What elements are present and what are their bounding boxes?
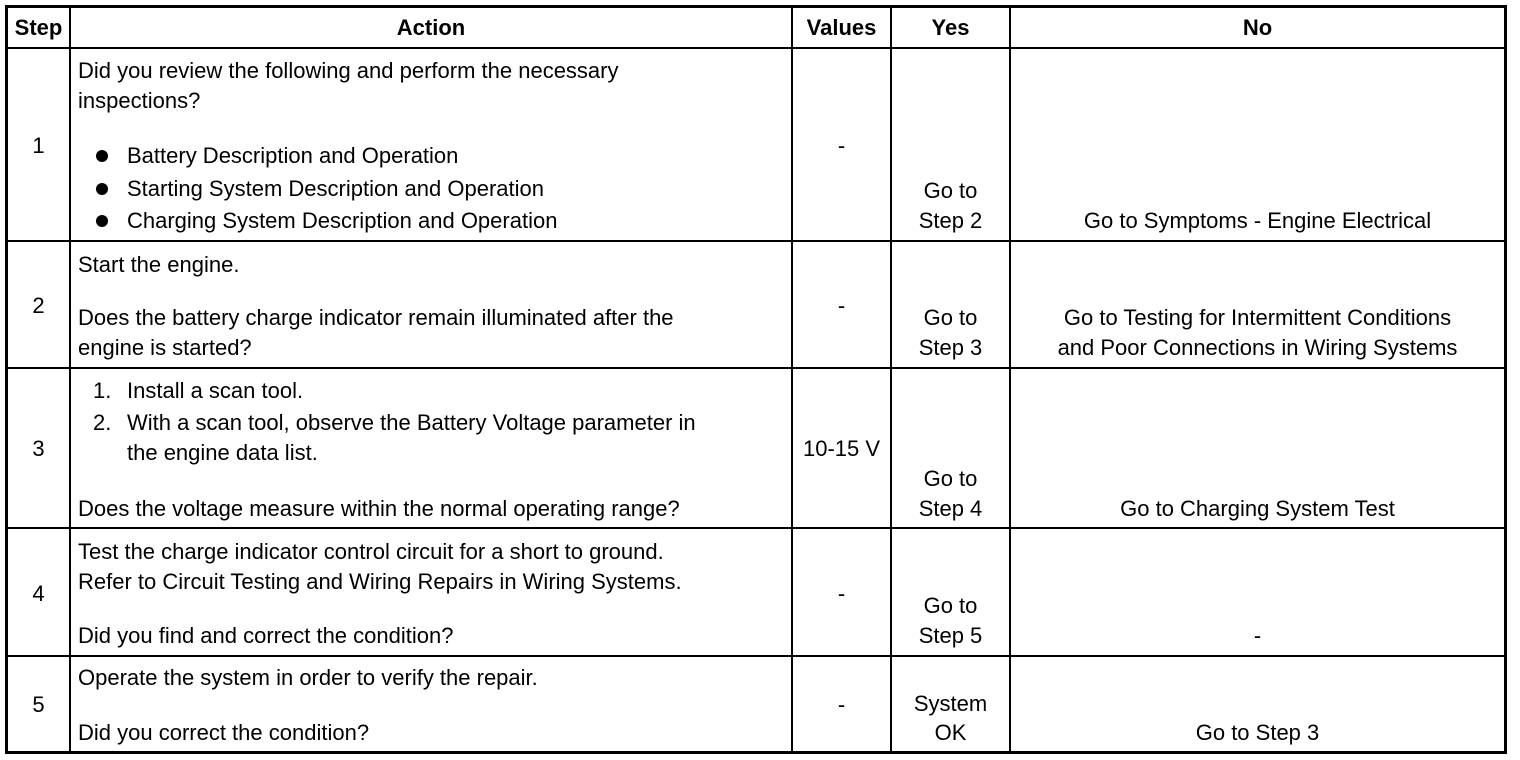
values-cell: - [837, 133, 846, 158]
yes-cell: Go to [923, 466, 978, 491]
list-item: the engine data list. [127, 440, 318, 465]
no-cell: Go to Step 3 [1195, 720, 1320, 745]
row-sep-2 [5, 367, 1507, 369]
yes-cell: Go to [923, 593, 978, 618]
yes-cell: Go to [923, 178, 978, 203]
table-border-top [5, 5, 1507, 8]
question-text: Did you find and correct the condition? [78, 623, 454, 648]
no-cell: Go to Charging System Test [1120, 496, 1395, 521]
yes-cell: Step 2 [918, 208, 983, 233]
yes-cell: System [913, 691, 988, 716]
col-sep-1 [69, 5, 71, 754]
yes-cell: Step 5 [918, 623, 983, 648]
values-cell: - [837, 581, 846, 606]
bullet-icon [96, 150, 108, 162]
action-text: inspections? [78, 88, 201, 113]
table-border-right [1504, 5, 1507, 754]
step-number: 5 [32, 692, 45, 717]
step-number: 3 [32, 436, 45, 461]
row-sep-4 [5, 655, 1507, 657]
bullet-item: Starting System Description and Operation [127, 176, 544, 201]
list-number: 2. [93, 410, 112, 435]
no-cell: Go to Testing for Intermittent Conditions [1063, 305, 1452, 330]
values-cell: - [837, 293, 846, 318]
list-item: Install a scan tool. [127, 378, 304, 403]
col-sep-2 [791, 5, 793, 754]
values-cell: 10-15 V [802, 436, 881, 461]
action-text: Test the charge indicator control circuit for a short to ground. [78, 539, 664, 564]
step-number: 4 [32, 581, 45, 606]
step-number: 2 [32, 293, 45, 318]
list-number: 1. [93, 378, 112, 403]
table-border-left [5, 5, 8, 754]
bullet-item: Charging System Description and Operation [127, 208, 558, 233]
no-cell: and Poor Connections in Wiring Systems [1057, 335, 1458, 360]
header-action: Action [396, 15, 466, 40]
yes-cell: Step 4 [918, 496, 983, 521]
header-step: Step [14, 15, 63, 40]
question-text: Did you correct the condition? [78, 720, 370, 745]
question-text: Does the voltage measure within the normal operating range? [78, 496, 680, 521]
yes-cell: Step 3 [918, 335, 983, 360]
yes-cell: OK [934, 720, 967, 745]
header-no: No [1242, 15, 1273, 40]
row-sep-1 [5, 240, 1507, 242]
action-text: Did you review the following and perform the necessary [78, 58, 619, 83]
table-border-bottom [5, 751, 1507, 754]
no-cell: - [1253, 623, 1262, 648]
row-sep-header [5, 47, 1507, 49]
action-text: Refer to Circuit Testing and Wiring Repairs in Wiring Systems. [78, 569, 682, 594]
yes-cell: Go to [923, 305, 978, 330]
values-cell: - [837, 692, 846, 717]
header-values: Values [806, 15, 877, 40]
list-item: With a scan tool, observe the Battery Voltage parameter in [127, 410, 696, 435]
action-text: Operate the system in order to verify the repair. [78, 665, 538, 690]
step-number: 1 [32, 133, 45, 158]
bullet-icon [96, 183, 108, 195]
row-sep-3 [5, 527, 1507, 529]
header-yes: Yes [931, 15, 970, 40]
bullet-item: Battery Description and Operation [127, 143, 459, 168]
action-text: Start the engine. [78, 252, 240, 277]
question-text: Does the battery charge indicator remain illuminated after the [78, 305, 674, 330]
bullet-icon [96, 215, 108, 227]
question-text: engine is started? [78, 335, 252, 360]
no-cell: Go to Symptoms - Engine Electrical [1083, 208, 1432, 233]
